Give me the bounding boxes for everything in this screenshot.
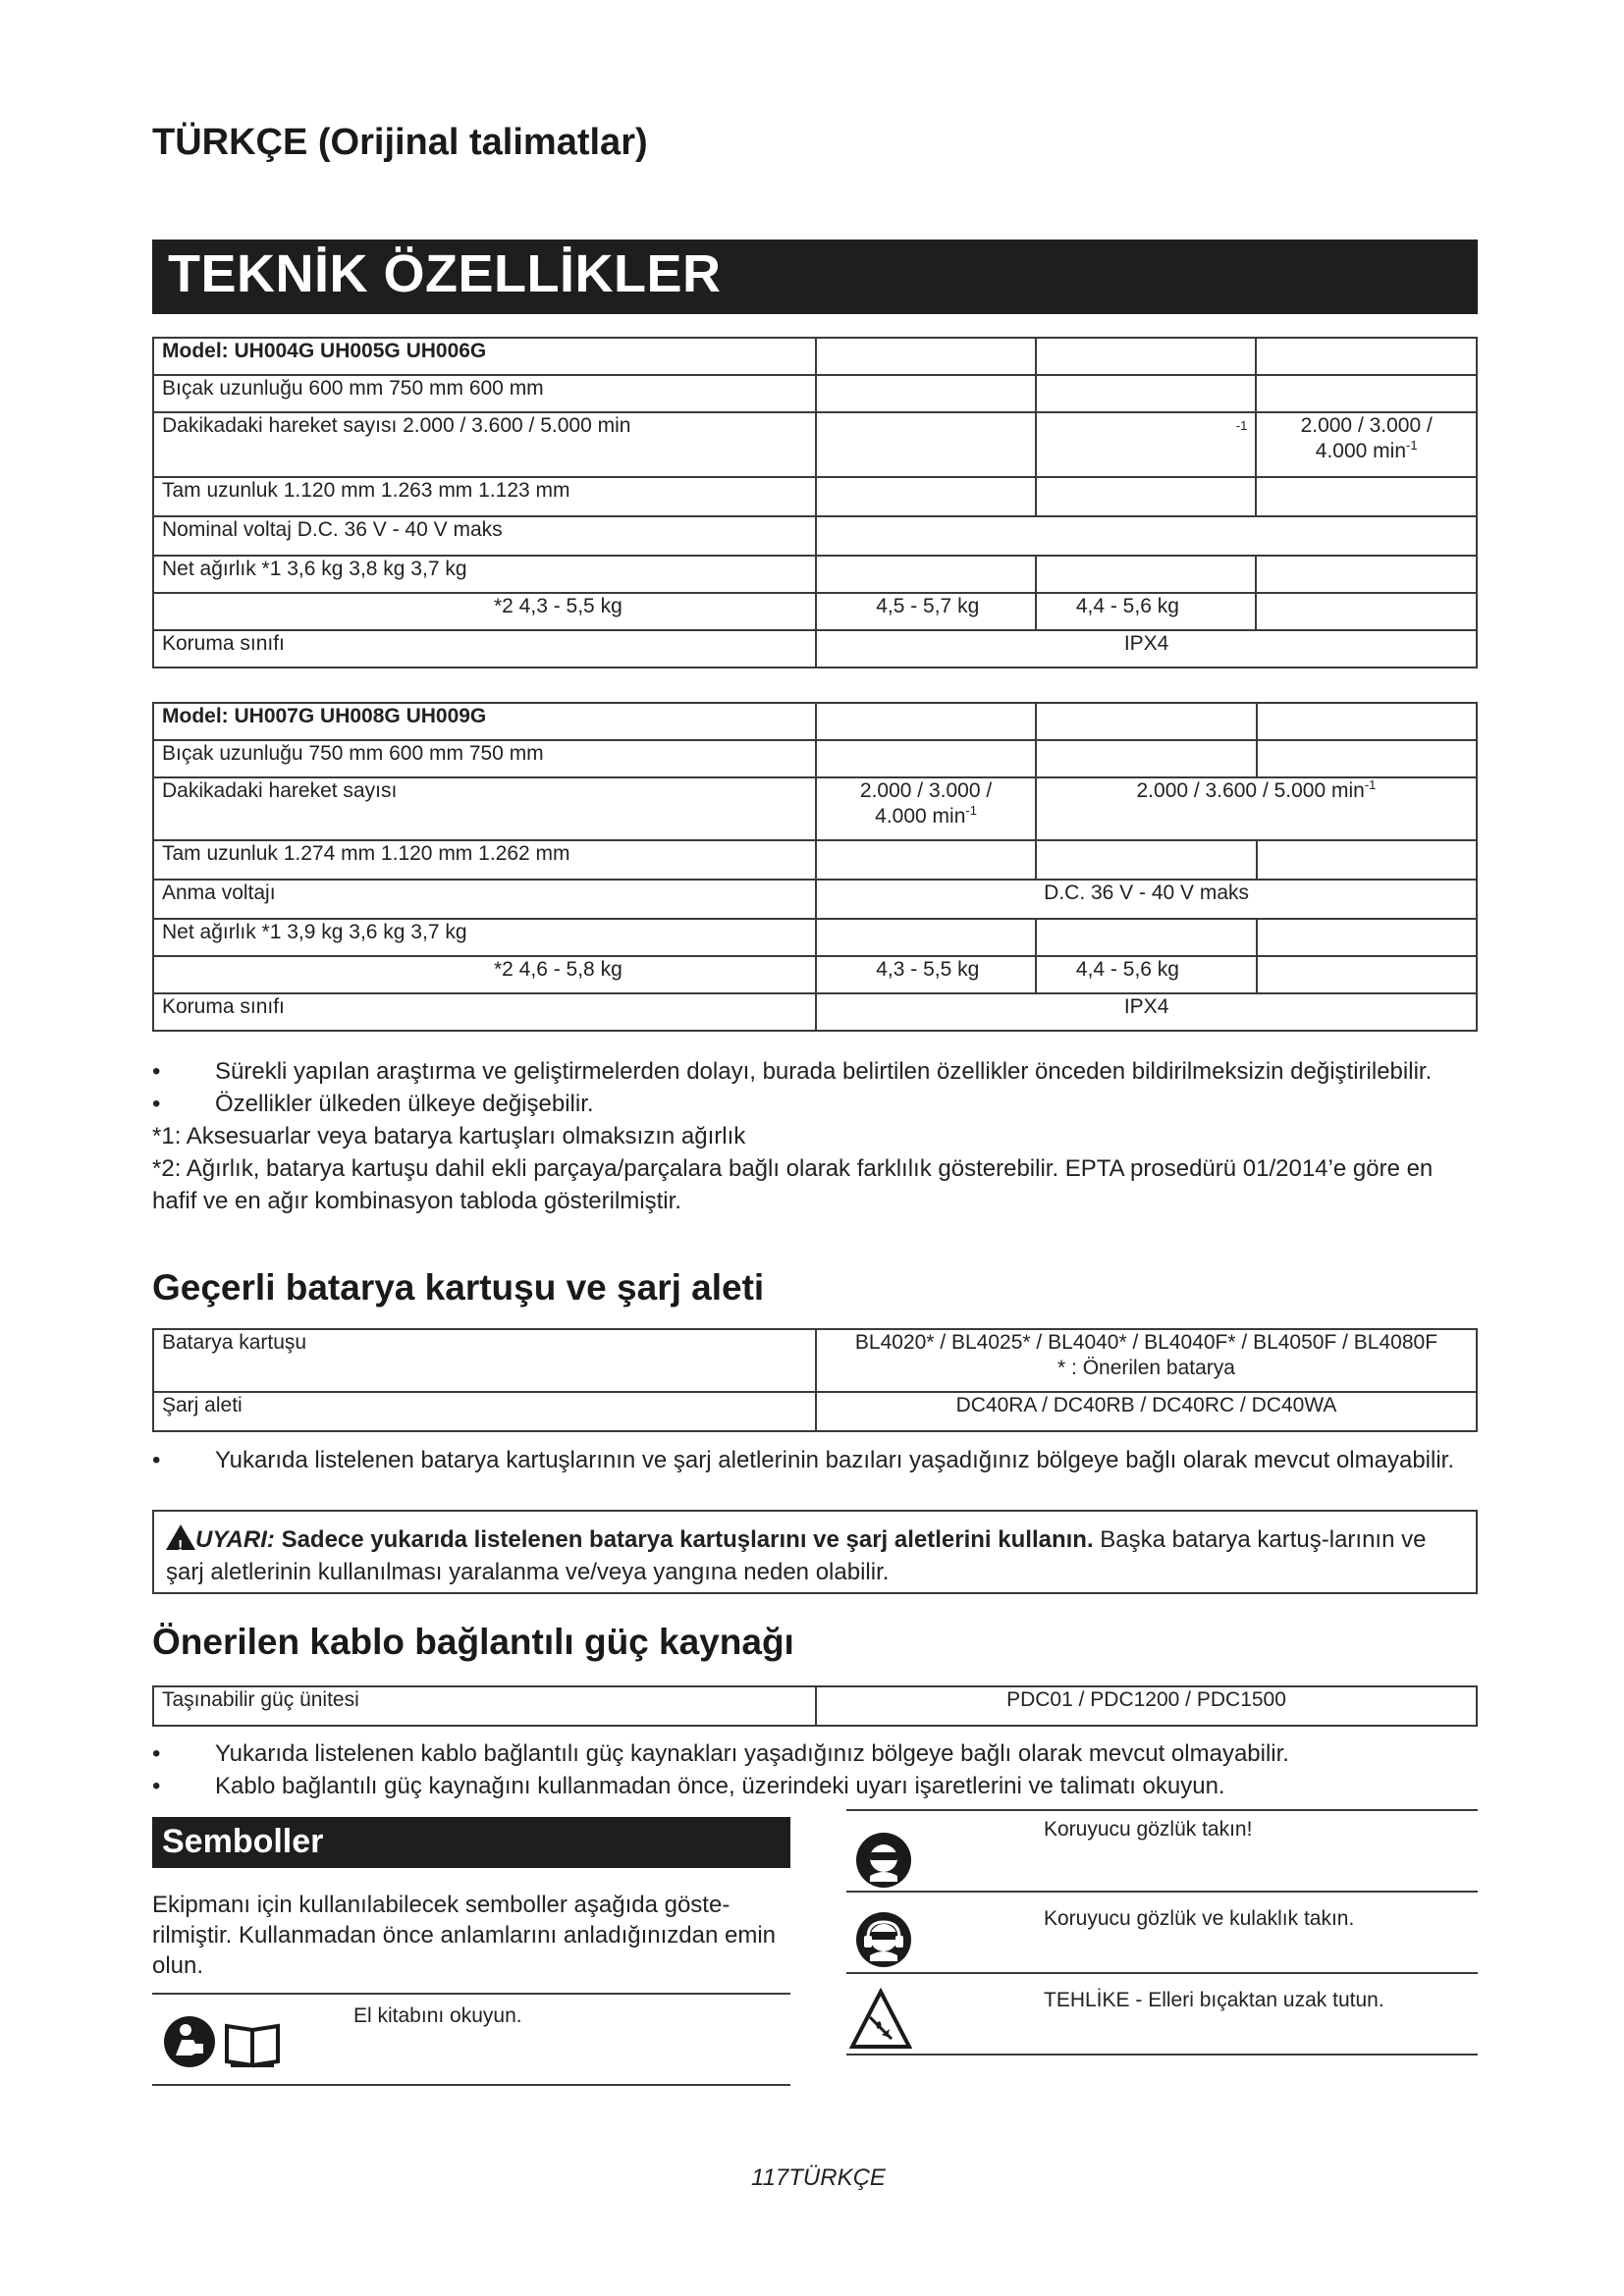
danger-text: TEHLİKE - Elleri bıçaktan uzak tutun. (1044, 1989, 1384, 2011)
symbols-banner (152, 1817, 790, 1868)
goggles-ear-icon (854, 1910, 913, 1974)
page-footer: 117TÜRKÇE (751, 2164, 886, 2191)
spec-table-1 (152, 337, 1478, 668)
divider (152, 2084, 790, 2086)
danger-blade-icon (848, 1988, 913, 2057)
warning-label: UYARI: (195, 1526, 275, 1553)
weight-row-2a: *2 4,6 - 5,8 kg (153, 956, 816, 993)
protection-value: IPX4 (816, 993, 1477, 1031)
note-bullet: • Sürekli yapılan araştırma ve geliştirmelerden dolayı, burada belirtilen özellikler önceden bildirilmeksizin değiştirilebilir. (152, 1058, 1433, 1085)
strokes-mid-value: 2.000 / 3.000 / 4.000 $\min^{-1}$ (816, 777, 1036, 840)
spec-notes (152, 1055, 1478, 1217)
power-unit-label: Taşınabilir güç ünitesi (153, 1686, 816, 1726)
voltage-label: Anma voltajı (153, 880, 816, 919)
spec-table-2 (152, 702, 1478, 1032)
voltage-value: D.C. 36 V - 40 V maks (816, 880, 1477, 919)
note-bullet: • Yukarıda listelenen batarya kartuşlarının ve şarj aletlerinin bazıları yaşadığınız bölgeye bağlı olarak mevcut olmayabilir. (152, 1447, 1455, 1473)
divider (152, 1993, 790, 1995)
battery-section-title: Geçerli batarya kartuşu ve şarj aleti (152, 1267, 765, 1308)
divider (846, 1809, 1478, 1811)
overall-length-row: Tam uzunluk 1.120 mm 1.263 mm 1.123 mm (153, 477, 816, 516)
spec-title: TEKNİK ÖZELLİKLER (168, 244, 722, 303)
goggles-ear-text: Koruyucu gözlük ve kulaklık takın. (1044, 1907, 1355, 1930)
goggles-text: Koruyucu gözlük takın! (1044, 1818, 1253, 1841)
symbols-title: Semboller (162, 1823, 324, 1860)
weight-row-1: Net ağırlık *1 3,6 kg 3,8 kg 3,7 kg (153, 556, 816, 593)
spec-banner (152, 240, 1478, 314)
blade-length-row: Bıçak uzunluğu 600 mm 750 mm 600 mm (153, 375, 816, 412)
read-manual-text: El kitabını okuyun. (353, 2004, 522, 2027)
charger-label: Şarj aleti (153, 1392, 816, 1431)
warning-bold-text: Sadece yukarıda listelenen batarya kartuşlarını ve şarj aletlerini kullanın. (281, 1526, 1094, 1553)
battery-cartridge-label: Batarya kartuşu (153, 1329, 816, 1392)
strokes-right-value: 2.000 / 3.600 / 5.000 $\min^{-1}$ (1036, 777, 1477, 840)
warning-triangle-icon: ! (166, 1524, 195, 1550)
footnote-1: *1: Aksesuarlar veya batarya kartuşları olmaksızın ağırlık (152, 1123, 746, 1149)
divider (846, 2054, 1478, 2056)
charger-value: DC40RA / DC40RB / DC40RC / DC40WA (816, 1392, 1477, 1431)
symbols-intro: Ekipmanı için kullanılabilecek semboller aşağıda göste-rilmiştir. Kullanmadan önce anlamlarını anladığınızdan emin olun. (152, 1892, 777, 1979)
protection-label: Koruma sınıfı (153, 630, 816, 667)
protection-value: IPX4 (816, 630, 1477, 667)
power-notes (152, 1737, 1478, 1802)
language-header: TÜRKÇE (Orijinal talimatlar) (152, 122, 648, 163)
model-row: Model: UH007G UH008G UH009G (153, 703, 816, 740)
weight-row-2a: *2 4,3 - 5,5 kg (153, 593, 816, 630)
read-manual-icon (162, 2012, 290, 2076)
strokes-label: Dakikadaki hareket sayısı 2.000 / 3.600 / 5.000 min (153, 412, 816, 477)
note-bullet: • Kablo bağlantılı güç kaynağını kullanmadan önce, üzerindeki uyarı işaretlerini ve talimatı okuyun. (152, 1773, 1225, 1799)
battery-table (152, 1328, 1478, 1432)
weight-row-2b: 4,3 - 5,5 kg (816, 956, 1036, 993)
strokes-last-value: 2.000 / 3.000 / 4.000 $\min^{-1}$ (1256, 412, 1477, 477)
weight-row-2b: 4,5 - 5,7 kg (816, 593, 1036, 630)
footnote-2: *2: Ağırlık, batarya kartuşu dahil ekli parçaya/parçalara bağlı olarak farklılık gösterebilir. EPTA prosedürü 01/2014’e göre en hafif ve en ağır kombinasyon tabloda gösterilmiştir. (152, 1155, 1434, 1214)
warning-text: Başka batarya kartuş-larının ve şarj aletlerinin kullanılması yaralanma ve/veya yangına neden olabilir. (166, 1526, 1427, 1585)
goggles-icon (854, 1831, 913, 1895)
note-bullet: • Yukarıda listelenen kablo bağlantılı güç kaynakları yaşadığınız bölgeye bağlı olarak mevcut olmayabilir. (152, 1740, 1289, 1767)
strokes-superscript: -1 (1036, 412, 1257, 477)
strokes-label: Dakikadaki hareket sayısı (153, 777, 816, 840)
battery-cartridge-value: BL4020* / BL4025* / BL4040* / BL4040F* / BL4050F / BL4080F * : Önerilen batarya (816, 1329, 1477, 1392)
protection-label: Koruma sınıfı (153, 993, 816, 1031)
model-row: Model: UH004G UH005G UH006G (153, 338, 816, 375)
power-unit-value: PDC01 / PDC1200 / PDC1500 (816, 1686, 1477, 1726)
weight-row-2c: 4,4 - 5,6 kg (1036, 593, 1257, 630)
battery-notes (152, 1444, 1478, 1476)
warning-box (152, 1510, 1478, 1594)
overall-length-row: Tam uzunluk 1.274 mm 1.120 mm 1.262 mm (153, 840, 816, 880)
divider (846, 1972, 1478, 1974)
weight-row-1: Net ağırlık *1 3,9 kg 3,6 kg 3,7 kg (153, 919, 816, 956)
power-section-title: Önerilen kablo bağlantılı güç kaynağı (152, 1622, 794, 1662)
weight-row-2c: 4,4 - 5,6 kg (1036, 956, 1257, 993)
power-table (152, 1685, 1478, 1727)
divider (846, 1891, 1478, 1893)
voltage-row: Nominal voltaj D.C. 36 V - 40 V maks (153, 516, 816, 556)
blade-length-row: Bıçak uzunluğu 750 mm 600 mm 750 mm (153, 740, 816, 777)
note-bullet: • Özellikler ülkeden ülkeye değişebilir. (152, 1091, 594, 1117)
